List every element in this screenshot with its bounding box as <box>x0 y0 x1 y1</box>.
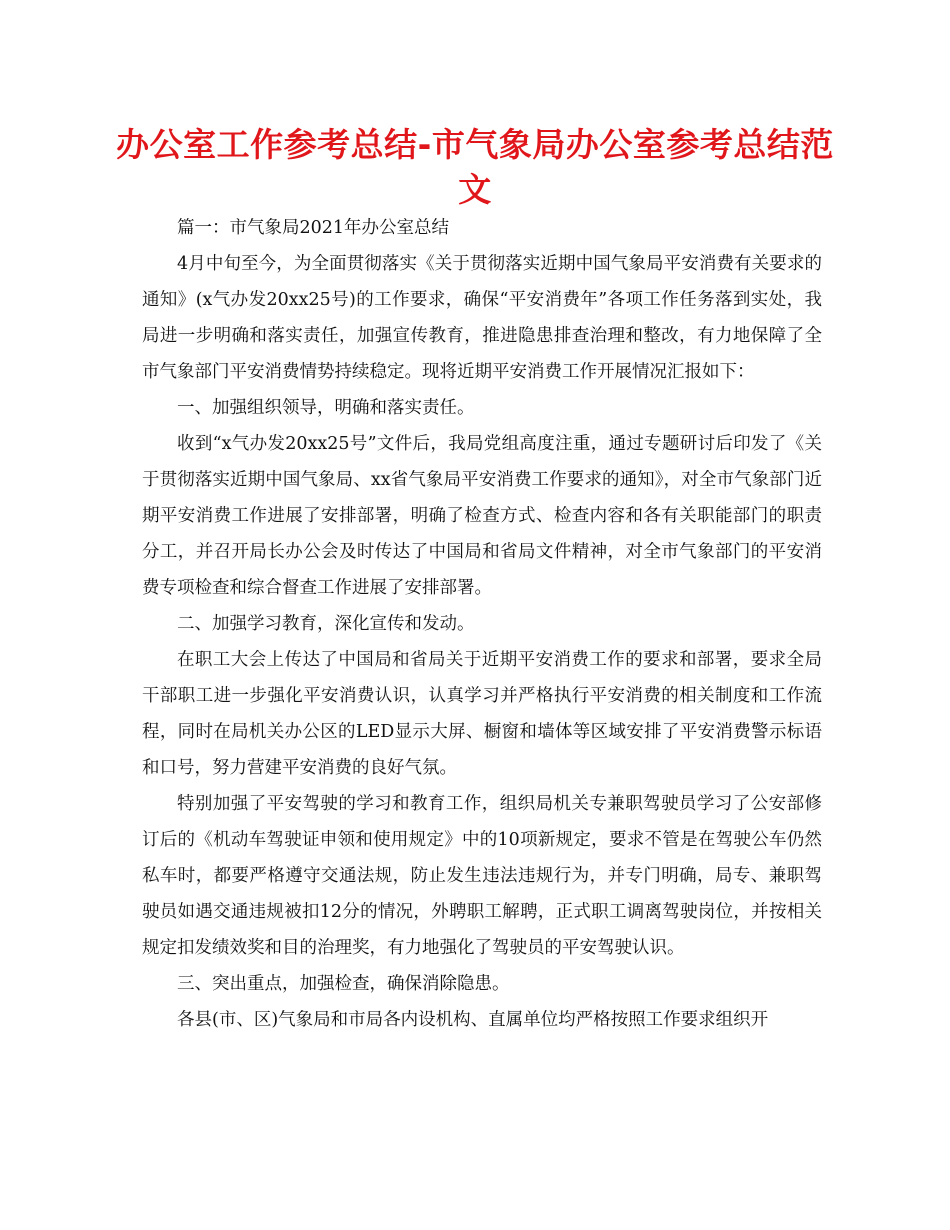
body-paragraph: 收到“x气办发20xx25号”文件后，我局党组高度注重，通过专题研讨后印发了《关于贯彻落实近期中国气象局、xx省气象局平安消费工作要求的通知》，对全市气象部门近期平安消费工作进展了安排部署，明确了检查方式、检查内容和各有关职能部门的职责分工，并召开局长办公会及时传达了中国局和省局文件精神，对全市气象部门的平安消费专项检查和综合督查工作进展了安排部署。 <box>142 434 822 598</box>
body-paragraph: 特别加强了平安驾驶的学习和教育工作，组织局机关专兼职驾驶员学习了公安部修订后的《机动车驾驶证申领和使用规定》中的10项新规定，要求不管是在驾驶公车仍然私车时，都要严格遵守交通法规，防止发生违法违规行为，并专门明确，局专、兼职驾驶员如遇交通违规被扣12分的情况，外聘职工解聘，正式职工调离驾驶岗位，并按相关规定扣发绩效奖和目的治理奖，有力地强化了驾驶员的平安驾驶认识。 <box>142 794 822 958</box>
document-body <box>142 210 822 1038</box>
body-paragraph: 4月中旬至今，为全面贯彻落实《关于贯彻落实近期中国气象局平安消费有关要求的通知》(x气办发20xx25号)的工作要求，确保“平安消费年”各项工作任务落到实处，我局进一步明确和落实责任，加强宣传教育，推进隐患排查治理和整改，有力地保障了全市气象部门平安消费情势持续稳定。现将近期平安消费工作开展情况汇报如下： <box>142 254 822 382</box>
section-heading-1: 一、加强组织领导，明确和落实责任。 <box>177 398 475 418</box>
body-paragraph: 各县(市、区)气象局和市局各内设机构、直属单位均严格按照工作要求组织开 <box>177 1010 769 1030</box>
section-heading-2: 二、加强学习教育，深化宣传和发动。 <box>177 614 475 634</box>
body-paragraph: 在职工大会上传达了中国局和省局关于近期平安消费工作的要求和部署，要求全局干部职工进一步强化平安消费认识，认真学习并严格执行平安消费的相关制度和工作流程，同时在局机关办公区的LED显示大屏、橱窗和墙体等区域安排了平安消费警示标语和口号，努力营建平安消费的良好气氛。 <box>142 650 822 778</box>
section-heading-part-one: 篇一：市气象局2021年办公室总结 <box>177 218 450 238</box>
section-heading-3: 三、突出重点，加强检查，确保消除隐患。 <box>177 974 510 994</box>
document-title: 办公室工作参考总结-市气象局办公室参考总结范文 <box>116 125 834 209</box>
